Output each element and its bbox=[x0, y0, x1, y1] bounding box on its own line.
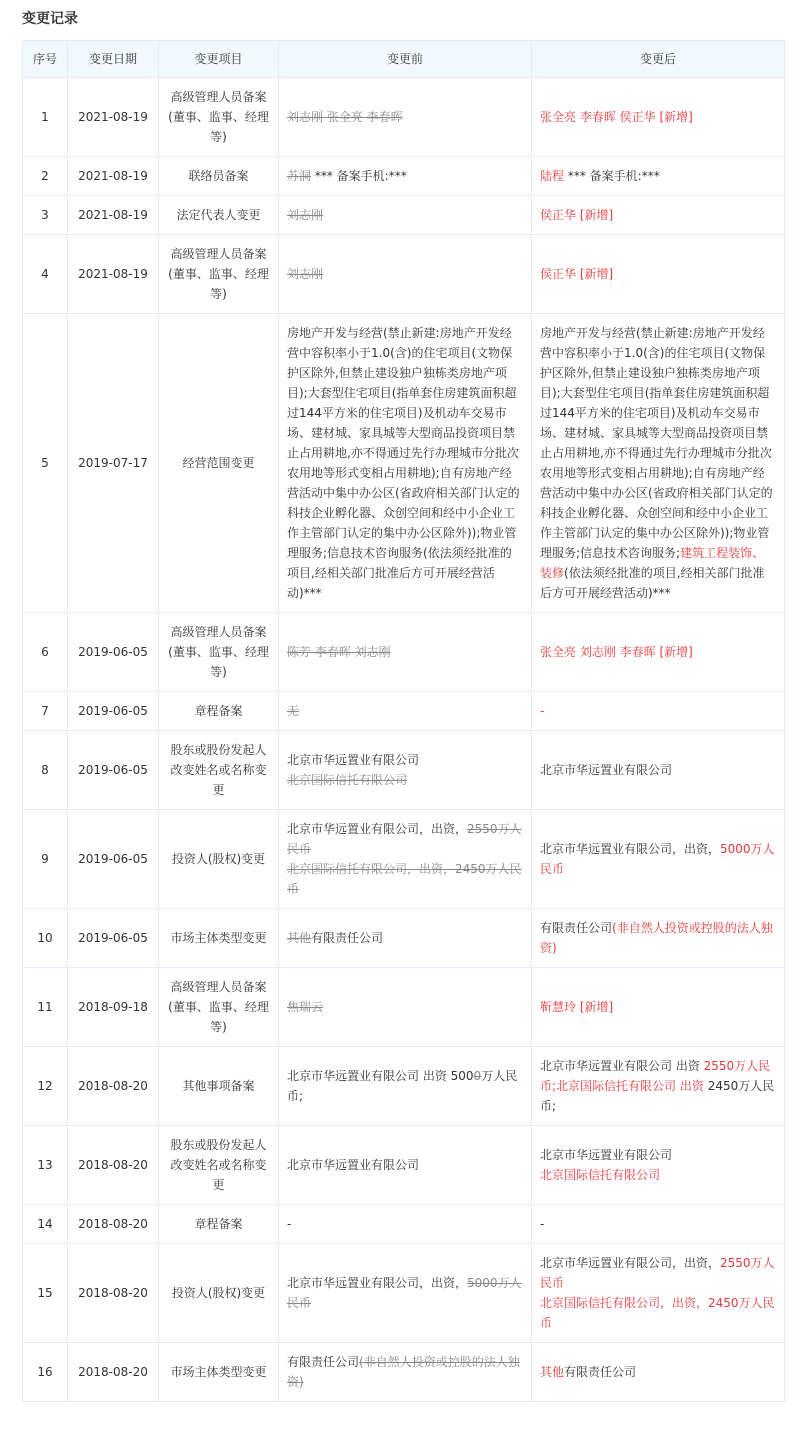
change-item: 章程备案 bbox=[159, 692, 279, 731]
value-after bbox=[532, 692, 785, 731]
change-item: 高级管理人员备案(董事、监事、经理等) bbox=[159, 78, 279, 157]
section-title: 变更记录 bbox=[22, 11, 78, 27]
removed-text: 焦瑞云 bbox=[287, 1000, 324, 1014]
plain-text: 有限责任公司 bbox=[540, 921, 613, 935]
added-text: 张全亮 李春晖 侯正华 [新增] bbox=[540, 110, 693, 124]
change-date: 2021-08-19 bbox=[68, 157, 159, 196]
removed-text: 苏洞 bbox=[287, 169, 312, 183]
table-row bbox=[23, 613, 785, 692]
removed-text: (非自然人投资或控股的法人独资) bbox=[287, 1355, 520, 1389]
change-date: 2019-07-17 bbox=[68, 314, 159, 613]
table-row bbox=[23, 157, 785, 196]
removed-text: 2550万人民币 bbox=[287, 822, 522, 856]
change-date: 2021-08-19 bbox=[68, 196, 159, 235]
change-date: 2019-06-05 bbox=[68, 909, 159, 968]
row-number: 9 bbox=[23, 810, 68, 909]
plain-text: 北京市华远置业有限公司，出资， bbox=[540, 1256, 721, 1270]
header-no: 序号 bbox=[23, 41, 68, 78]
value-before bbox=[279, 1343, 532, 1402]
change-date: 2019-06-05 bbox=[68, 613, 159, 692]
row-number: 8 bbox=[23, 731, 68, 810]
change-item: 股东或股份发起人改变姓名或名称变更 bbox=[159, 731, 279, 810]
value-after bbox=[532, 810, 785, 909]
header-before: 变更前 bbox=[279, 41, 532, 78]
value-before bbox=[279, 235, 532, 314]
row-number: 11 bbox=[23, 968, 68, 1047]
row-number: 13 bbox=[23, 1126, 68, 1205]
table-row bbox=[23, 968, 785, 1047]
value-before bbox=[279, 78, 532, 157]
added-text: 建筑工程装饰、装修 bbox=[540, 546, 765, 580]
value-before bbox=[279, 731, 532, 810]
plain-text: 房地产开发与经营(禁止新建:房地产开发经营中容积率小于1.0(含)的住宅项目(文物保护区除外,但禁止建设独户独栋类房地产项目);大套型住宅项目(指单套住房建筑面积超过144平方米的住宅项目)及机动车交易市场、建材城、家具城等大型商品投资项目禁止占用耕地,亦不得通过先行办理城市分批次农用地等形式变相占用耕地);自有房地产经营活动中集中办公区(省政府相关部门认定的科技企业孵化器、众创空间和经中小企业工作主管部门认定的集中办公区除外));物业管理服务;信息技术咨询服务; bbox=[540, 326, 773, 560]
change-item: 高级管理人员备案(董事、监事、经理等) bbox=[159, 235, 279, 314]
removed-text: 5000万人民币 bbox=[287, 1276, 522, 1310]
change-date: 2018-08-20 bbox=[68, 1244, 159, 1343]
added-text: 北京国际信托有限公司，出资，2450万人民币 bbox=[540, 1296, 775, 1330]
value-after bbox=[532, 1126, 785, 1205]
removed-text: 其他 bbox=[287, 931, 312, 945]
plain-text: *** 备案手机:*** bbox=[311, 169, 407, 183]
added-text: - bbox=[540, 704, 545, 718]
row-number: 4 bbox=[23, 235, 68, 314]
plain-text: 北京市华远置业有限公司 出资 bbox=[540, 1059, 704, 1073]
change-date: 2018-09-18 bbox=[68, 968, 159, 1047]
plain-text: *** 备案手机:*** bbox=[564, 169, 660, 183]
row-number: 5 bbox=[23, 314, 68, 613]
plain-text: 万人民币; bbox=[287, 1069, 518, 1103]
removed-text: 北京国际信托有限公司，出资，2450万人民币 bbox=[287, 862, 522, 896]
change-item: 章程备案 bbox=[159, 1205, 279, 1244]
table-body bbox=[23, 78, 785, 1402]
table-row bbox=[23, 1047, 785, 1126]
table-row bbox=[23, 314, 785, 613]
change-date: 2019-06-05 bbox=[68, 692, 159, 731]
row-number: 1 bbox=[23, 78, 68, 157]
value-after bbox=[532, 314, 785, 613]
value-before bbox=[279, 909, 532, 968]
value-after bbox=[532, 1244, 785, 1343]
change-item: 法定代表人变更 bbox=[159, 196, 279, 235]
value-after bbox=[532, 1205, 785, 1244]
plain-text: (依法须经批准的项目,经相关部门批准后方可开展经营活动)*** bbox=[540, 566, 765, 600]
plain-text: 北京市华远置业有限公司 bbox=[287, 1158, 420, 1172]
plain-text: 北京市华远置业有限公司，出资， bbox=[287, 822, 468, 836]
added-text: 侯正华 [新增] bbox=[540, 267, 614, 281]
removed-text: 陈芳 李春晖 刘志刚 bbox=[287, 645, 391, 659]
added-text: 2550万人民币 bbox=[540, 1256, 775, 1290]
change-item: 高级管理人员备案(董事、监事、经理等) bbox=[159, 968, 279, 1047]
table-row bbox=[23, 909, 785, 968]
value-before bbox=[279, 1205, 532, 1244]
plain-text: 有限责任公司 bbox=[287, 1355, 360, 1369]
added-text: 靳慧玲 [新增] bbox=[540, 1000, 614, 1014]
value-before bbox=[279, 314, 532, 613]
change-item: 其他事项备案 bbox=[159, 1047, 279, 1126]
removed-text: 无 bbox=[287, 704, 300, 718]
header-after: 变更后 bbox=[532, 41, 785, 78]
change-date: 2021-08-19 bbox=[68, 78, 159, 157]
plain-text: 北京市华远置业有限公司，出资， bbox=[540, 842, 721, 856]
value-before bbox=[279, 1244, 532, 1343]
table-row bbox=[23, 78, 785, 157]
change-date: 2018-08-20 bbox=[68, 1205, 159, 1244]
value-before bbox=[279, 157, 532, 196]
table-row bbox=[23, 235, 785, 314]
plain-text: 北京市华远置业有限公司 bbox=[540, 763, 673, 777]
added-text: 其他 bbox=[540, 1365, 565, 1379]
table-row bbox=[23, 692, 785, 731]
change-item: 高级管理人员备案(董事、监事、经理等) bbox=[159, 613, 279, 692]
change-date: 2018-08-20 bbox=[68, 1126, 159, 1205]
removed-text: 0 bbox=[473, 1069, 482, 1083]
change-item: 市场主体类型变更 bbox=[159, 909, 279, 968]
change-item: 联络员备案 bbox=[159, 157, 279, 196]
removed-text: 刘志刚 bbox=[287, 267, 324, 281]
plain-text: 北京市华远置业有限公司 出资 500 bbox=[287, 1069, 474, 1083]
table-row bbox=[23, 1343, 785, 1402]
plain-text: - bbox=[287, 1217, 292, 1231]
change-date: 2018-08-20 bbox=[68, 1047, 159, 1126]
row-number: 6 bbox=[23, 613, 68, 692]
value-after bbox=[532, 78, 785, 157]
row-number: 14 bbox=[23, 1205, 68, 1244]
table-row bbox=[23, 1244, 785, 1343]
added-text: 5000万人民币 bbox=[540, 842, 775, 876]
change-item: 股东或股份发起人改变姓名或名称变更 bbox=[159, 1126, 279, 1205]
row-number: 10 bbox=[23, 909, 68, 968]
value-after bbox=[532, 196, 785, 235]
value-before bbox=[279, 196, 532, 235]
header-date: 变更日期 bbox=[68, 41, 159, 78]
added-text: 侯正华 [新增] bbox=[540, 208, 614, 222]
table-row bbox=[23, 810, 785, 909]
row-number: 15 bbox=[23, 1244, 68, 1343]
added-text: 张全亮 刘志刚 李春晖 [新增] bbox=[540, 645, 693, 659]
added-text: (非自然人投资或控股的法人独资) bbox=[540, 921, 773, 955]
value-before bbox=[279, 613, 532, 692]
row-number: 3 bbox=[23, 196, 68, 235]
value-after bbox=[532, 968, 785, 1047]
added-text: 陆程 bbox=[540, 169, 565, 183]
table-row bbox=[23, 1205, 785, 1244]
row-number: 16 bbox=[23, 1343, 68, 1402]
value-after bbox=[532, 909, 785, 968]
value-after bbox=[532, 1047, 785, 1126]
added-text: 2550万人民币;北京国际信托有限公司 出资 bbox=[540, 1059, 771, 1093]
change-item: 投资人(股权)变更 bbox=[159, 1244, 279, 1343]
change-date: 2019-06-05 bbox=[68, 731, 159, 810]
change-item: 经营范围变更 bbox=[159, 314, 279, 613]
table-row bbox=[23, 196, 785, 235]
change-date: 2019-06-05 bbox=[68, 810, 159, 909]
value-before bbox=[279, 1126, 532, 1205]
plain-text: 北京市华远置业有限公司 bbox=[287, 753, 420, 767]
value-after bbox=[532, 613, 785, 692]
table-header-row bbox=[23, 41, 785, 78]
added-text: 北京国际信托有限公司 bbox=[540, 1168, 661, 1182]
plain-text: 北京市华远置业有限公司，出资， bbox=[287, 1276, 468, 1290]
value-before bbox=[279, 968, 532, 1047]
table-row bbox=[23, 1126, 785, 1205]
value-after bbox=[532, 1343, 785, 1402]
change-item: 市场主体类型变更 bbox=[159, 1343, 279, 1402]
value-after bbox=[532, 157, 785, 196]
plain-text: 房地产开发与经营(禁止新建:房地产开发经营中容积率小于1.0(含)的住宅项目(文物保护区除外,但禁止建设独户独栋类房地产项目);大套型住宅项目(指单套住房建筑面积超过144平方米的住宅项目)及机动车交易市场、建材城、家具城等大型商品投资项目禁止占用耕地,亦不得通过先行办理城市分批次农用地等形式变相占用耕地);自有房地产经营活动中集中办公区(省政府相关部门认定的科技企业孵化器、众创空间和经中小企业工作主管部门认定的集中办公区除外));物业管理服务;信息技术咨询服务(依法须经批准的项目,经相关部门批准后方可开展经营活动)*** bbox=[287, 326, 520, 600]
value-before bbox=[279, 1047, 532, 1126]
row-number: 2 bbox=[23, 157, 68, 196]
plain-text: - bbox=[540, 1217, 545, 1231]
row-number: 7 bbox=[23, 692, 68, 731]
row-number: 12 bbox=[23, 1047, 68, 1126]
value-after bbox=[532, 235, 785, 314]
value-before bbox=[279, 692, 532, 731]
plain-text: 北京市华远置业有限公司 bbox=[540, 1148, 673, 1162]
change-date: 2021-08-19 bbox=[68, 235, 159, 314]
removed-text: 北京国际信托有限公司 bbox=[287, 773, 408, 787]
table-row bbox=[23, 731, 785, 810]
change-date: 2018-08-20 bbox=[68, 1343, 159, 1402]
plain-text: 有限责任公司 bbox=[311, 931, 384, 945]
change-record-table bbox=[22, 40, 785, 1402]
value-before bbox=[279, 810, 532, 909]
header-item: 变更项目 bbox=[159, 41, 279, 78]
removed-text: 刘志刚 bbox=[287, 208, 324, 222]
change-item: 投资人(股权)变更 bbox=[159, 810, 279, 909]
plain-text: 有限责任公司 bbox=[564, 1365, 637, 1379]
plain-text: 2450万人民币; bbox=[540, 1079, 775, 1113]
removed-text: 刘志刚 张全亮 李春晖 bbox=[287, 110, 403, 124]
value-after bbox=[532, 731, 785, 810]
